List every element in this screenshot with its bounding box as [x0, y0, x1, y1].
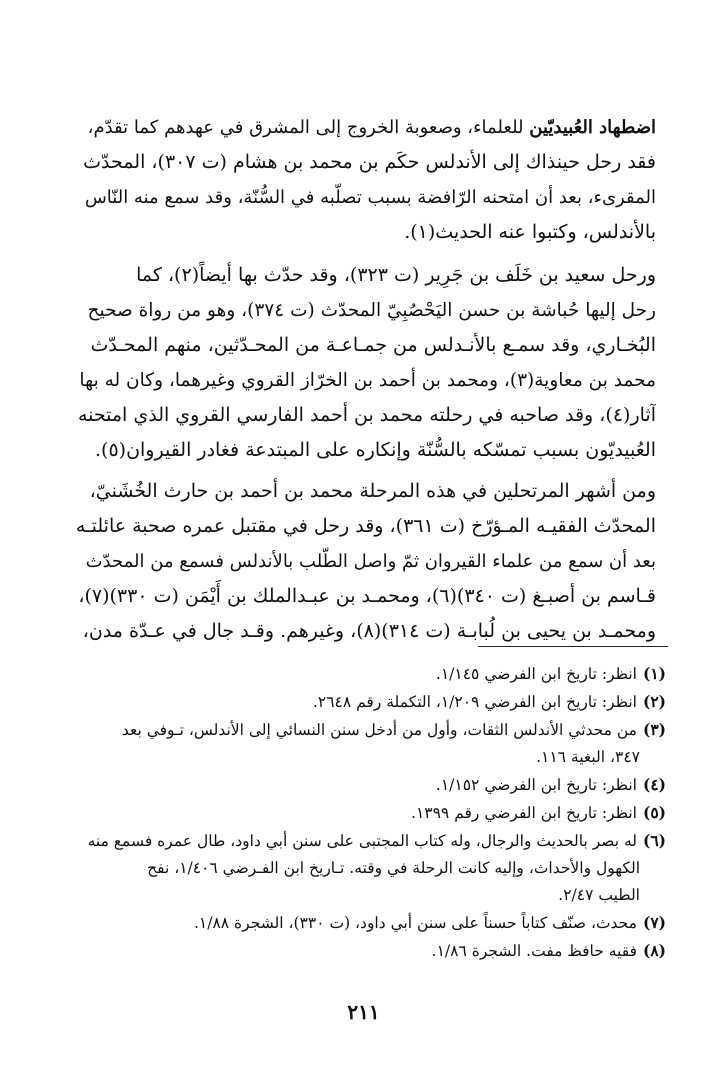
paragraph-2	[74, 258, 656, 468]
text-line	[74, 110, 656, 145]
footnote-number: (٨)	[642, 941, 666, 960]
text-line: آثار(٤)، وقد صاحبه في رحلته محمد بن أحمد الفارسي القروي الذي امتحنه	[77, 404, 656, 426]
footnote-text: من محدثي الأندلس الثقات، وأول من أدخل سنن النسائي إلى الأندلس، تـوفي بعد	[121, 721, 637, 739]
footnote-2	[66, 688, 666, 716]
footnote-number: (٥)	[642, 803, 666, 822]
text-line: المحدّث الفقيـه المـؤرّخ (ت ٣٦١)، وقد رحل في مقتبل عمره صحبة عائلتـه	[75, 515, 656, 537]
footnote-8	[66, 937, 666, 965]
paragraph-1	[74, 110, 656, 250]
footnote-text: انظر: تاريخ ابن الفرضي ١/١٤٥.	[435, 665, 637, 683]
text-line: محمد بن معاوية(٣)، ومحمد بن أحمد بن الخرّاز القروي وغيرهما، وكان له بها	[79, 370, 656, 391]
text-line: ومن أشهر المرتحلين في هذه المرحلة محمد بن أحمد بن حارث الخُشَنيّ،	[89, 480, 656, 502]
footnote-text: محدث، صنّف كتاباً حسناً على سنن أبي داود، (ت ٣٣٠)، الشجرة ١/٨٨.	[193, 914, 637, 932]
text-line: ورحل سعيد بن خَلَف بن جَرِير (ت ٣٢٣)، وقد حدّث بها أيضاً(٢)، كما	[136, 264, 656, 286]
footnote-text: له بصر بالحديث والرجال، وله كتاب المجتبى على سنن أبي داود، طال عمره فسمع منه	[87, 832, 637, 850]
footnote-1	[66, 660, 666, 688]
footnote-text-continued: ٣٤٧، البغية ١١٦.	[536, 748, 640, 766]
footnote-separator	[478, 646, 668, 647]
footnote-text: انظر: تاريخ ابن الفرضي ١/١٥٢.	[435, 776, 637, 794]
paragraph-3	[74, 474, 656, 649]
footnotes	[66, 660, 666, 965]
text-line: قـاسم بن أصبـغ (ت ٣٤٠)(٦)، ومحمـد بن عبـدالملك بن أَيْمَن (ت ٣٣٠)(٧)،	[78, 585, 656, 607]
text-line: العُبيديّون بسبب تمسّكه بالسُّنّة وإنكاره على المبتدعة فغادر القيروان(٥).	[94, 439, 656, 461]
footnote-number: (٧)	[642, 913, 666, 932]
text-line: بالأندلس، وكتبوا عنه الحديث(١).	[404, 221, 656, 243]
footnote-text: انظر: تاريخ ابن الفرضي رقم ١٣٩٩.	[411, 804, 637, 822]
text-line: رحل إليها حُباشة بن حسن اليَحْصُبِيّ المحدّث (ت ٣٧٤)، وهو من رواة صحيح	[87, 300, 656, 321]
text-line-rest: للعلماء، وصعوبة الخروج إلى المشرق في عهدهم كما تقدّم،	[87, 117, 530, 138]
footnote-text: فقيه حافظ مفت. الشجرة ١/٨٦.	[431, 942, 637, 960]
footnote-number: (٢)	[642, 692, 666, 711]
text-line: فقد رحل حينذاك إلى الأندلس حكَم بن محمد بن هشام (ت ٣٠٧)، المحدّث	[83, 151, 656, 173]
footnote-number: (٤)	[642, 775, 666, 794]
text-line: البُخـاري، وقد سمـع بالأنـدلس من جمـاعـة من المحـدّثين، منهم المحـدّث	[90, 334, 656, 356]
footnote-4	[66, 771, 666, 799]
bold-lead-word: اضطهاد العُبيديّين	[529, 117, 656, 138]
footnote-text-continued: الطيب ٢/٤٧.	[558, 886, 640, 904]
page-number: ٢١١	[347, 1000, 380, 1024]
footnote-3	[66, 716, 666, 771]
footnote-5	[66, 799, 666, 827]
footnote-6	[66, 827, 666, 909]
footnote-7	[66, 909, 666, 937]
text-line: بعد أن سمع من علماء القيروان ثمّ واصل الطّلب بالأندلس فسمع من المحدّث	[85, 551, 656, 572]
text-line: ومحمـد بن يحيى بن لُبابـة (ت ٣١٤)(٨)، وغيرهم. وقـد جال في عـدّة مدن،	[82, 620, 656, 642]
footnote-number: (١)	[642, 664, 666, 683]
text-line: المقرىء، بعد أن امتحنه الرّافضة بسبب تصلّبه في السُّنّة، وقد سمع منه النّاس	[84, 187, 656, 208]
footnote-text-continued: الكهول والأحداث، وإليه كانت الرحلة في وقته. تـاريخ ابن الفـرضي ١/٤٠٦، نفح	[147, 859, 640, 877]
footnote-number: (٣)	[642, 720, 666, 739]
footnote-number: (٦)	[642, 831, 666, 850]
footnote-text: انظر: تاريخ ابن الفرضي ١/٢٠٩، التكملة رقم ٢٦٤٨.	[312, 693, 637, 711]
